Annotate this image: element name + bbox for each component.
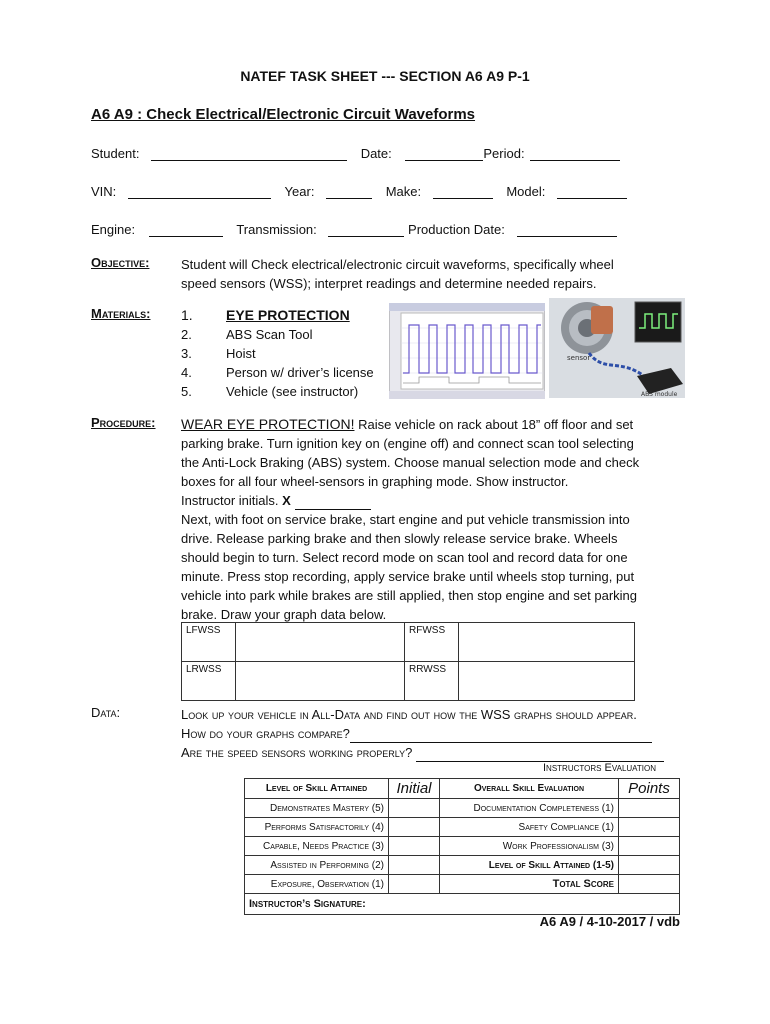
material-item-2: 2. ABS Scan Tool (181, 327, 313, 342)
student-row (91, 146, 620, 161)
procedure-line-2: parking brake. Turn ignition key on (engine off) and connect scan tool selecting (181, 436, 634, 451)
engine-row (91, 222, 617, 237)
procedure-line-8: should begin to turn. Select record mode on scan tool and record data for one (181, 550, 628, 565)
eval-row-1-initial[interactable] (389, 799, 440, 818)
evaluation-heading: Instructors Evaluation (543, 762, 657, 774)
student-label: Student: (91, 146, 140, 161)
graph-table (181, 622, 635, 701)
instructor-signature-field[interactable]: Instructor’s Signature: (245, 894, 680, 915)
procedure-line-6: Next, with foot on service brake, start engine and put vehicle transmission into (181, 512, 630, 527)
page-title: NATEF TASK SHEET --- SECTION A6 A9 P-1 (240, 68, 530, 84)
engine-field[interactable] (149, 222, 223, 237)
wheel-sensor-diagram-image (549, 298, 685, 398)
eval-row-2-points[interactable] (619, 818, 680, 837)
objective-label: Objective: (91, 255, 150, 270)
sensors-working-field[interactable] (416, 749, 664, 762)
procedure-line-11: brake. Draw your graph data below. (181, 607, 387, 622)
model-field[interactable] (557, 184, 627, 199)
data-line-1: Look up your vehicle in All-Data and find out how the WSS graphs should appear. (181, 707, 637, 722)
materials-label: Materials: (91, 306, 151, 321)
procedure-line-1: WEAR EYE PROTECTION! Raise vehicle on rack about 18” off floor and set (181, 416, 634, 432)
task-subtitle: A6 A9 : Check Electrical/Electronic Circuit Waveforms (91, 106, 476, 123)
eval-row-1-left: Demonstrates Mastery (5) (245, 799, 389, 818)
date-label: Date: (360, 146, 392, 161)
eval-col-skill-level: Level of Skill Attained (245, 779, 389, 799)
lfwss-graph-cell[interactable] (236, 623, 405, 662)
eval-col-overall: Overall Skill Evaluation (440, 779, 619, 799)
data-line-3: Are the speed sensors working properly? (181, 743, 664, 762)
procedure-line-4: boxes for all four wheel-sensors in graphing mode. Show instructor. (181, 474, 569, 489)
procedure-text (181, 415, 681, 624)
material-item-1: 1. EYE PROTECTION (181, 307, 350, 323)
eval-row-1-points[interactable] (619, 799, 680, 818)
eval-col-points: Points (619, 779, 680, 799)
lrwss-graph-cell[interactable] (236, 662, 405, 701)
vin-label: VIN: (91, 184, 117, 199)
eval-row-1-right: Documentation Completeness (1) (440, 799, 619, 818)
rrwss-graph-cell[interactable] (459, 662, 635, 701)
vin-row (91, 184, 627, 199)
lrwss-label: LRWSS (182, 662, 236, 701)
procedure-label: Procedure: (91, 415, 156, 430)
eval-row-5-initial[interactable] (389, 875, 440, 894)
abs-module-caption: ABS module (641, 391, 678, 398)
materials-list (181, 306, 374, 401)
eval-row-3-points[interactable] (619, 837, 680, 856)
procedure-line-10: vehicle into park while brakes are still applied, then stop engine and set parking (181, 588, 637, 603)
rfwss-label: RFWSS (405, 623, 459, 662)
evaluation-table (244, 778, 680, 915)
rrwss-label: RRWSS (405, 662, 459, 701)
eval-row-3-initial[interactable] (389, 837, 440, 856)
date-field[interactable] (405, 146, 483, 161)
procedure-line-3: the Anti-Lock Braking (ABS) system. Choose manual selection mode and check (181, 455, 640, 470)
procedure-line-5: Instructor initials. X (181, 491, 681, 510)
period-field[interactable] (530, 146, 620, 161)
material-item-4: 4. Person w/ driver’s license (181, 365, 374, 380)
eval-row-4-left: Assisted in Performing (2) (245, 856, 389, 875)
eval-row-3-left: Capable, Needs Practice (3) (245, 837, 389, 856)
eval-row-2-right: Safety Compliance (1) (440, 818, 619, 837)
eval-row-4-right: Level of Skill Attained (1-5) (440, 856, 619, 875)
eval-row-4-points[interactable] (619, 856, 680, 875)
production-date-label: Production Date: (408, 222, 505, 237)
procedure-line-9: minute. Press stop recording, apply service brake until wheels stop turning, put (181, 569, 635, 584)
student-field[interactable] (151, 146, 347, 161)
eval-row-5-right: Total Score (440, 875, 619, 894)
eval-row-2-left: Performs Satisfactorily (4) (245, 818, 389, 837)
engine-label: Engine: (91, 222, 136, 237)
initials-mark: X (282, 493, 291, 508)
eval-col-initial: Initial (389, 779, 440, 799)
data-label: Data: (91, 705, 121, 720)
lfwss-label: LFWSS (182, 623, 236, 662)
rfwss-graph-cell[interactable] (459, 623, 635, 662)
footer-code: A6 A9 / 4-10-2017 / vdb (539, 914, 680, 929)
transmission-label: Transmission: (236, 222, 317, 237)
material-item-3: 3. Hoist (181, 346, 256, 361)
eval-row-2-initial[interactable] (389, 818, 440, 837)
year-field[interactable] (326, 184, 372, 199)
data-text (181, 705, 664, 762)
make-label: Make: (385, 184, 422, 199)
eval-row-5-points[interactable] (619, 875, 680, 894)
production-date-field[interactable] (517, 222, 617, 237)
objective-line-1: Student will Check electrical/electronic circuit waveforms, specifically wheel (181, 257, 614, 272)
year-label: Year: (284, 184, 315, 199)
eval-row-5-left: Exposure, Observation (1) (245, 875, 389, 894)
instructor-initials-field[interactable] (295, 497, 371, 510)
scan-tool-waveform-image (389, 303, 545, 399)
make-field[interactable] (433, 184, 493, 199)
vin-field[interactable] (128, 184, 271, 199)
objective-text (181, 255, 614, 293)
sensor-caption: sensor (567, 354, 591, 362)
material-item-5: 5. Vehicle (see instructor) (181, 384, 359, 399)
eval-row-3-right: Work Professionalism (3) (440, 837, 619, 856)
transmission-field[interactable] (328, 222, 404, 237)
period-label: Period: (483, 146, 525, 161)
graph-compare-field[interactable] (350, 730, 652, 743)
objective-line-2: speed sensors (WSS); interpret readings and determine needed repairs. (181, 276, 597, 291)
data-line-2: How do your graphs compare? (181, 724, 664, 743)
model-label: Model: (506, 184, 546, 199)
procedure-line-7: drive. Release parking brake and then slowly release service brake. Wheels (181, 531, 618, 546)
eval-row-4-initial[interactable] (389, 856, 440, 875)
